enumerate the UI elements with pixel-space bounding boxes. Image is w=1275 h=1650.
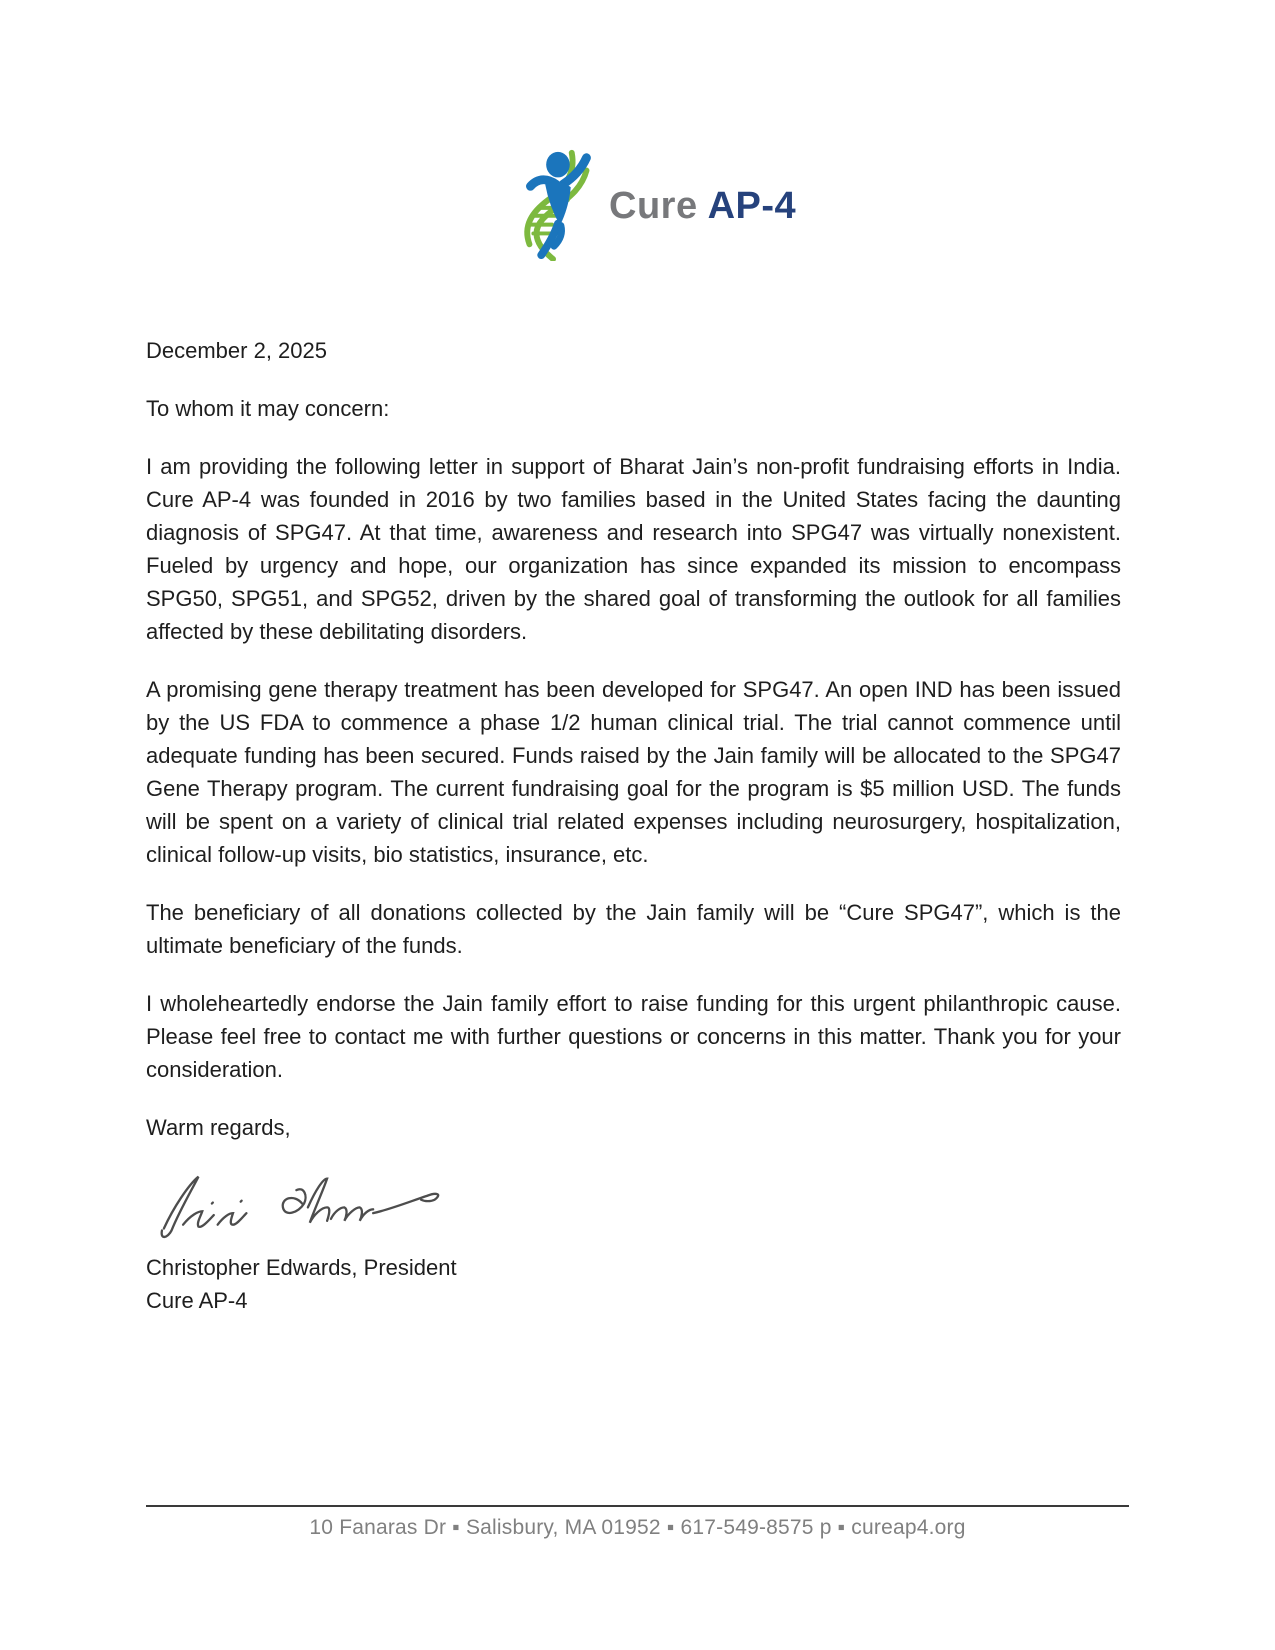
letter-body [146,334,1121,1342]
letter-salutation: To whom it may concern: [146,396,390,421]
footer-divider [146,1505,1129,1507]
letter-paragraph-2: A promising gene therapy treatment has been developed for SPG47. An open IND has been issued by the US FDA to commence a phase 1/2 human clinical trial. The trial cannot commence until adequate funding has been secured. Funds raised by the Jain family will be allocated to the SPG47 Gene Therapy program. The current fundraising goal for the program is $5 million USD. The funds will be spent on a variety of clinical trial related expenses including neurosurgery, hospitalization, clinical follow-up visits, bio statistics, insurance, etc. [146,677,1121,867]
handwritten-signature [150,1169,460,1241]
letter-paragraph-1: I am providing the following letter in support of Bharat Jain’s non-profit fundraising efforts in India. Cure AP-4 was founded in 2016 by two families based in the United States facing the daunting diagnosis of SPG47. At that time, awareness and research into SPG47 was virtually nonexistent. Fueled by urgency and hope, our organization has since expanded its mission to encompass SPG50, SPG51, and SPG52, driven by the shared goal of transforming the outlook for all families affected by these debilitating disorders. [146,454,1121,644]
org-logo [497,143,796,261]
signer-org: Cure AP-4 [146,1288,248,1313]
logo-wordmark [609,185,796,228]
logo-text-cure: Cure [609,185,698,227]
signer-name-title: Christopher Edwards, President [146,1255,457,1280]
letter-paragraph-4: I wholeheartedly endorse the Jain family effort to raise funding for this urgent philanthropic cause. Please feel free to contact me with further questions or concerns in this matter. Thank you for your consideration. [146,991,1121,1082]
person-dna-logo-icon [497,143,615,261]
footer-contact-info: 10 Fanaras Dr ▪ Salisbury, MA 01952 ▪ 617-549-8575 p ▪ cureap4.org [309,1516,966,1539]
letter-date: December 2, 2025 [146,338,327,363]
letter-footer [146,1505,1129,1540]
logo-text-ap4: AP-4 [707,185,797,227]
letter-paragraph-3: The beneficiary of all donations collected by the Jain family will be “Cure SPG47”, which is the ultimate beneficiary of the funds. [146,900,1121,958]
letter-closing: Warm regards, [146,1115,291,1140]
